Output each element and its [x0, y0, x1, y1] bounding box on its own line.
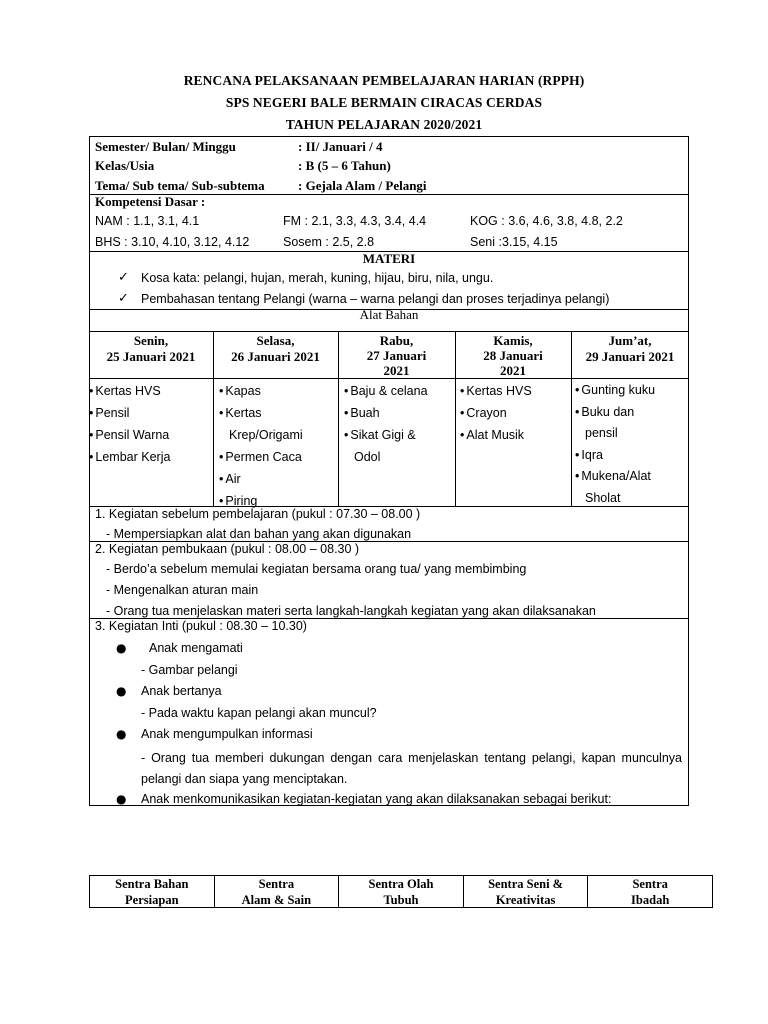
list-item-cont: pensil	[585, 426, 618, 440]
day-date: 25 Januari 2021	[106, 349, 196, 364]
kegiatan3-substep: - Orang tua memberi dukungan dengan cara menjelaskan tentang pelangi, kapan munculnya pelangi dan siapa yang menciptakan.	[141, 751, 682, 786]
list-item: • Iqra	[575, 445, 655, 467]
rule	[89, 331, 689, 332]
day-name: Rabu,	[379, 333, 414, 348]
kegiatan2-item: - Mengenalkan aturan main	[106, 583, 259, 597]
sentra-label: Tubuh	[383, 893, 419, 907]
list-item-cont: Odol	[354, 450, 381, 464]
kd-sosem: Sosem : 2.5, 2.8	[283, 235, 375, 249]
list-item: • Permen Caca	[219, 446, 303, 468]
list-item: • Air	[219, 468, 303, 490]
kegiatan3-step: Anak mengamati	[149, 641, 243, 655]
alat-bahan-title: Alat Bahan	[359, 307, 419, 322]
checkmark-icon: ✓	[118, 291, 129, 306]
doc-title: RENCANA PELAKSANAAN PEMBELAJARAN HARIAN (RPPH)	[183, 73, 585, 88]
sentra-label: Ibadah	[631, 893, 670, 907]
list-item-cont: Krep/Origami	[229, 428, 303, 442]
materi-item: Pembahasan tentang Pelangi (warna – warna pelangi dan proses terjadinya pelangi)	[141, 292, 610, 306]
day-items-kamis	[460, 380, 532, 446]
day-items-jumat	[575, 380, 655, 509]
materi-title: MATERI	[362, 251, 416, 266]
bullet-icon: ●	[116, 727, 127, 741]
kegiatan1-item: - Mempersiapkan alat dan bahan yang akan digunakan	[106, 527, 412, 541]
kompetensi-title: Kompetensi Dasar :	[95, 194, 206, 209]
day-date-year: 2021	[500, 363, 526, 378]
kd-bhs: BHS : 3.10, 4.10, 3.12, 4.12	[95, 235, 250, 249]
day-date: 28 Januari	[483, 348, 543, 363]
day-date: 29 Januari 2021	[585, 349, 675, 364]
day-items-selasa	[219, 380, 303, 512]
sentra-col	[588, 876, 712, 907]
bullet-icon: ●	[116, 684, 127, 698]
kd-nam: NAM : 1.1, 3.1, 4.1	[95, 214, 200, 228]
day-date-year: 2021	[383, 363, 410, 378]
sentra-col	[464, 876, 589, 907]
sentra-label: Alam & Sain	[241, 893, 312, 907]
list-item: • Sikat Gigi &	[344, 424, 428, 446]
day-date: 26 Januari 2021	[231, 349, 320, 364]
kegiatan2-title: 2. Kegiatan pembukaan (pukul : 08.00 – 08.30 )	[95, 542, 360, 556]
sentra-label: Sentra	[258, 877, 295, 891]
sentra-label: Kreativitas	[495, 893, 556, 907]
kd-kog: KOG : 3.6, 4.6, 3.8, 4.8, 2.2	[470, 214, 623, 228]
kd-fm: FM : 2.1, 3.3, 4.3, 3.4, 4.4	[283, 214, 427, 228]
day-header-kamis	[455, 333, 571, 378]
kelas-label: Kelas/Usia	[95, 158, 155, 173]
bullet-icon: ●	[116, 792, 127, 806]
kegiatan2-item: - Berdo’a sebelum memulai kegiatan bersama orang tua/ yang membimbing	[106, 562, 527, 576]
kelas-value: : B (5 – 6 Tahun)	[298, 158, 391, 173]
sentra-col	[339, 876, 464, 907]
tema-label: Tema/ Sub tema/ Sub-subtema	[95, 178, 265, 193]
school-name: SPS NEGERI BALE BERMAIN CIRACAS CERDAS	[225, 95, 543, 110]
sentra-label: Sentra	[632, 877, 668, 891]
day-header-senin	[89, 333, 213, 365]
kegiatan3-substep: - Pada waktu kapan pelangi akan muncul?	[141, 706, 377, 720]
kd-seni: Seni :3.15, 4.15	[470, 235, 558, 249]
kegiatan3-step: Anak menkomunikasikan kegiatan-kegiatan yang akan dilaksanakan sebagai berikut:	[141, 792, 612, 806]
kegiatan1-title: 1. Kegiatan sebelum pembelajaran (pukul : 07.30 – 08.00 )	[95, 507, 421, 521]
list-item: • Alat Musik	[460, 424, 532, 446]
day-date: 27 Januari	[366, 348, 427, 363]
semester-value: : II/ Januari / 4	[298, 139, 383, 154]
sentra-label: Sentra Seni &	[488, 877, 564, 891]
tema-value: : Gejala Alam / Pelangi	[298, 178, 427, 193]
list-item: • Piring	[219, 490, 303, 512]
day-header-jumat	[571, 333, 689, 365]
day-name: Selasa,	[256, 333, 295, 348]
sentra-label: Sentra Bahan	[115, 877, 189, 891]
list-item: • Crayon	[460, 402, 532, 424]
list-item: • Pensil Warna	[89, 424, 170, 446]
bullet-icon: ●	[116, 641, 127, 655]
rule	[89, 378, 689, 379]
sentra-col	[90, 876, 215, 907]
kegiatan3-step: Anak mengumpulkan informasi	[141, 727, 313, 741]
list-item: • Kertas	[219, 402, 303, 424]
list-item: • Mukena/Alat	[575, 466, 655, 488]
list-item: • Baju & celana	[344, 380, 428, 402]
kegiatan3-title: 3. Kegiatan Inti (pukul : 08.30 – 10.30)	[95, 619, 307, 633]
list-item: • Lembar Kerja	[89, 446, 170, 468]
day-name: Kamis,	[493, 333, 533, 348]
kegiatan3-step: Anak bertanya	[141, 684, 222, 698]
semester-label: Semester/ Bulan/ Minggu	[95, 139, 236, 154]
list-item: • Buku dan	[575, 402, 655, 424]
day-items-senin	[89, 380, 170, 468]
list-item-cont: Sholat	[585, 490, 621, 505]
sentra-label: Sentra Olah	[368, 877, 434, 891]
kegiatan3-substep: - Gambar pelangi	[141, 663, 238, 677]
sentra-label: Persiapan	[125, 893, 179, 907]
day-name: Senin,	[133, 333, 169, 348]
list-item: • Buah	[344, 402, 428, 424]
sentra-table	[89, 875, 713, 908]
day-name: Jum’at,	[608, 333, 652, 348]
list-item: • Kertas HVS	[89, 380, 170, 402]
day-header-rabu	[338, 333, 455, 378]
list-item: • Pensil	[89, 402, 170, 424]
checkmark-icon: ✓	[118, 270, 129, 285]
academic-year: TAHUN PELAJARAN 2020/2021	[285, 117, 483, 132]
list-item: • Kapas	[219, 380, 303, 402]
list-item: • Gunting kuku	[575, 380, 655, 402]
materi-item: Kosa kata: pelangi, hujan, merah, kuning, hijau, biru, nila, ungu.	[141, 271, 494, 285]
kegiatan2-item: - Orang tua menjelaskan materi serta langkah-langkah kegiatan yang akan dilaksanakan	[106, 604, 596, 618]
day-items-rabu	[344, 380, 428, 468]
list-item: • Kertas HVS	[460, 380, 532, 402]
day-header-selasa	[213, 333, 338, 365]
sentra-col	[215, 876, 340, 907]
